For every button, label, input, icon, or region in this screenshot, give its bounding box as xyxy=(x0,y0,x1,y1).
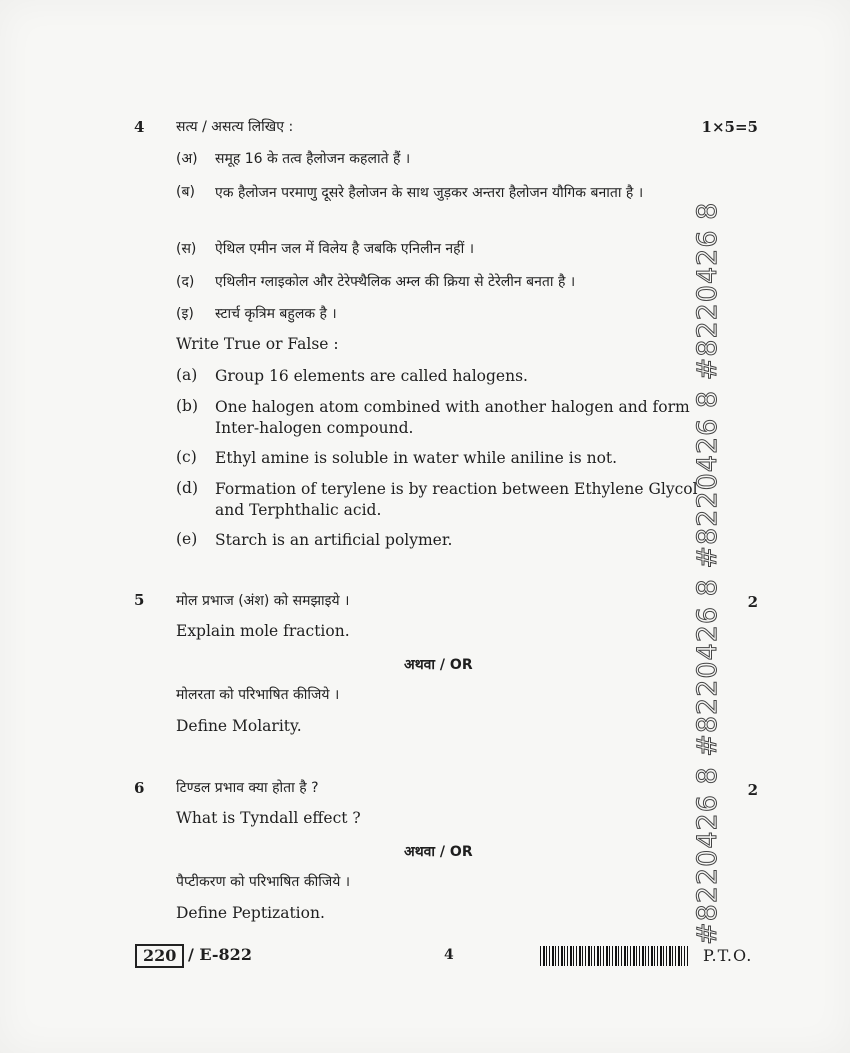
q4-en-b-label: (b) xyxy=(176,397,199,415)
question-4-heading-hi: सत्य / असत्य लिखिए : xyxy=(176,119,294,135)
question-5-text-en: Explain mole fraction. xyxy=(176,622,350,640)
q4-en-b-text: One halogen atom combined with another halogen and form Inter-halogen compound. xyxy=(215,398,690,437)
question-6-text-hi: टिण्डल प्रभाव क्या होता है ? xyxy=(176,780,319,796)
question-6-alt-en: Define Peptization. xyxy=(176,904,325,922)
watermark-id: #8220426 8 #8220426 8 #8220426 8 #8220426 8 xyxy=(692,201,723,945)
question-4-number: 4 xyxy=(134,118,145,136)
question-5-or: अथवा / OR xyxy=(404,657,473,673)
q4-en-a-text: Group 16 elements are called halogens. xyxy=(215,367,528,385)
q4-hi-e-label: (इ) xyxy=(176,306,194,322)
question-5-marks: 2 xyxy=(747,593,758,611)
q4-en-a-label: (a) xyxy=(176,366,198,384)
question-5-alt-en: Define Molarity. xyxy=(176,717,302,735)
question-6-alt-hi: पैप्टीकरण को परिभाषित कीजिये । xyxy=(176,874,351,890)
question-4-heading-en: Write True or False : xyxy=(176,335,339,353)
q4-hi-b-label: (ब) xyxy=(176,184,195,200)
q4-hi-d-label: (द) xyxy=(176,274,195,290)
question-6-or: अथवा / OR xyxy=(404,844,473,860)
question-6-marks: 2 xyxy=(747,781,758,799)
q4-en-e-label: (e) xyxy=(176,530,198,548)
q4-hi-c-label: (स) xyxy=(176,241,197,257)
page-number: 4 xyxy=(444,947,454,963)
q4-en-d-label: (d) xyxy=(176,479,199,497)
question-6-text-en: What is Tyndall effect ? xyxy=(176,809,361,827)
q4-en-c-label: (c) xyxy=(176,448,197,466)
barcode xyxy=(540,946,688,966)
footer-code-box: 220 xyxy=(135,944,184,968)
q4-hi-c-text: ऐथिल एमीन जल में विलेय है जबकि एनिलीन नहीं । xyxy=(215,241,474,257)
q4-hi-b-text: एक हैलोजन परमाणु दूसरे हैलोजन के साथ जुड़कर अन्तरा हैलोजन यौगिक बनाता है । xyxy=(215,185,644,201)
question-5-text-hi: मोल प्रभाज (अंश) को समझाइये । xyxy=(176,593,350,609)
footer-code: / E-822 xyxy=(188,945,252,964)
pto-label: P.T.O. xyxy=(703,946,753,965)
q4-hi-a-label: (अ) xyxy=(176,151,198,167)
question-4-marks: 1×5=5 xyxy=(701,118,758,136)
question-5-alt-hi: मोलरता को परिभाषित कीजिये । xyxy=(176,687,340,703)
q4-en-d-text: Formation of terylene is by reaction between Ethylene Glycol and Terphthalic acid. xyxy=(215,480,698,519)
q4-hi-a-text: समूह 16 के तत्व हैलोजन कहलाते हैं । xyxy=(215,151,411,167)
question-6-number: 6 xyxy=(134,779,145,797)
q4-hi-d-text: एथिलीन ग्लाइकोल और टेरेफ्थैलिक अम्ल की क्रिया से टेरेलीन बनता है । xyxy=(215,274,576,290)
q4-en-c-text: Ethyl amine is soluble in water while aniline is not. xyxy=(215,449,618,467)
question-5-number: 5 xyxy=(134,591,145,609)
q4-hi-e-text: स्टार्च कृत्रिम बहुलक है । xyxy=(215,306,337,322)
q4-en-e-text: Starch is an artificial polymer. xyxy=(215,531,453,549)
